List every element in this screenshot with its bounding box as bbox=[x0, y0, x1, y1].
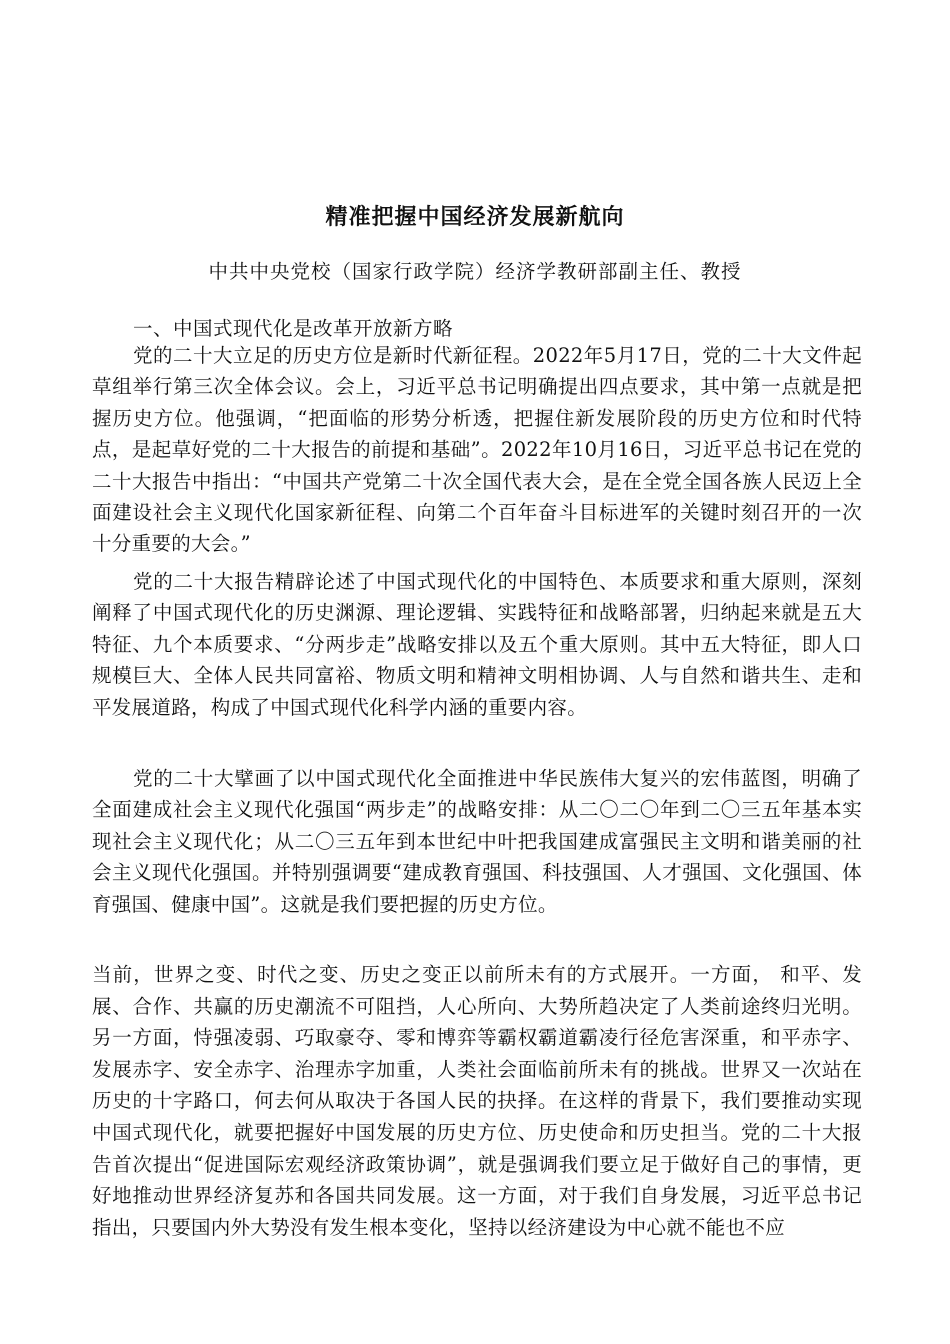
author-affiliation: 中共中央党校（国家行政学院）经济学教研部副主任、教授 bbox=[208, 260, 742, 283]
paragraph-2: 党的二十大报告精辟论述了中国式现代化的中国特色、本质要求和重大原则，深刻阐释了中国式现代化的历史渊源、理论逻辑、实践特征和战略部署，归纳起来就是五大特征、九个本质要求、“分两步走”战略安排以及五个重大原则。其中五大特征，即人口规模巨大、全体人民共同富裕、物质文明和精神文明相协调、人与自然和谐共生、走和平发展道路，构成了中国式现代化科学内涵的重要内容。 bbox=[92, 570, 862, 719]
paragraph-3: 党的二十大擘画了以中国式现代化全面推进中华民族伟大复兴的宏伟蓝图，明确了全面建成社会主义现代化强国“两步走”的战略安排：从二〇二〇年到二〇三五年基本实现社会主义现代化；从二〇三五年到本世纪中叶把我国建成富强民主文明和谐美丽的社会主义现代化强国。并特别强调要“建成教育强国、科技强国、人才强国、文化强国、体育强国、健康中国”。这就是我们要把握的历史方位。 bbox=[92, 767, 862, 916]
paragraph-1: 党的二十大立足的历史方位是新时代新征程。2022年5月17日，党的二十大文件起草组举行第三次全体会议。会上，习近平总书记明确提出四点要求，其中第一点就是把握历史方位。他强调，“把面临的形势分析透，把握住新发展阶段的历史方位和时代特点，是起草好党的二十大报告的前提和基础”。2022年10月16日，习近平总书记在党的二十大报告中指出：“中国共产党第二十次全国代表大会，是在全党全国各族人民迈上全面建设社会主义现代化国家新征程、向第二个百年奋斗目标进军的关键时刻召开的一次十分重要的大会。” bbox=[92, 344, 862, 556]
section-heading: 一、中国式现代化是改革开放新方略 bbox=[133, 317, 454, 340]
document-title: 精准把握中国经济发展新航向 bbox=[325, 204, 625, 230]
paragraph-4: 当前，世界之变、时代之变、历史之变正以前所未有的方式展开。一方面， 和平、发展、合作、共赢的历史潮流不可阻挡，人心所向、大势所趋决定了人类前途终归光明。另一方面，恃强凌弱、巧取豪夺、零和博弈等霸权霸道霸凌行径危害深重，和平赤字、发展赤字、安全赤字、治理赤字加重，人类社会面临前所未有的挑战。世界又一次站在历史的十字路口，何去何从取决于各国人民的抉择。在这样的背景下，我们要推动实现中国式现代化，就要把握好中国发展的历史方位、历史使命和历史担当。党的二十大报告首次提出“促进国际宏观经济政策协调”，就是强调我们要立足于做好自己的事情，更好地推动世界经济复苏和各国共同发展。这一方面，对于我们自身发展，习近平总书记指出，只要国内外大势没有发生根本变化，坚持以经济建设为中心就不能也不应 bbox=[92, 963, 862, 1239]
